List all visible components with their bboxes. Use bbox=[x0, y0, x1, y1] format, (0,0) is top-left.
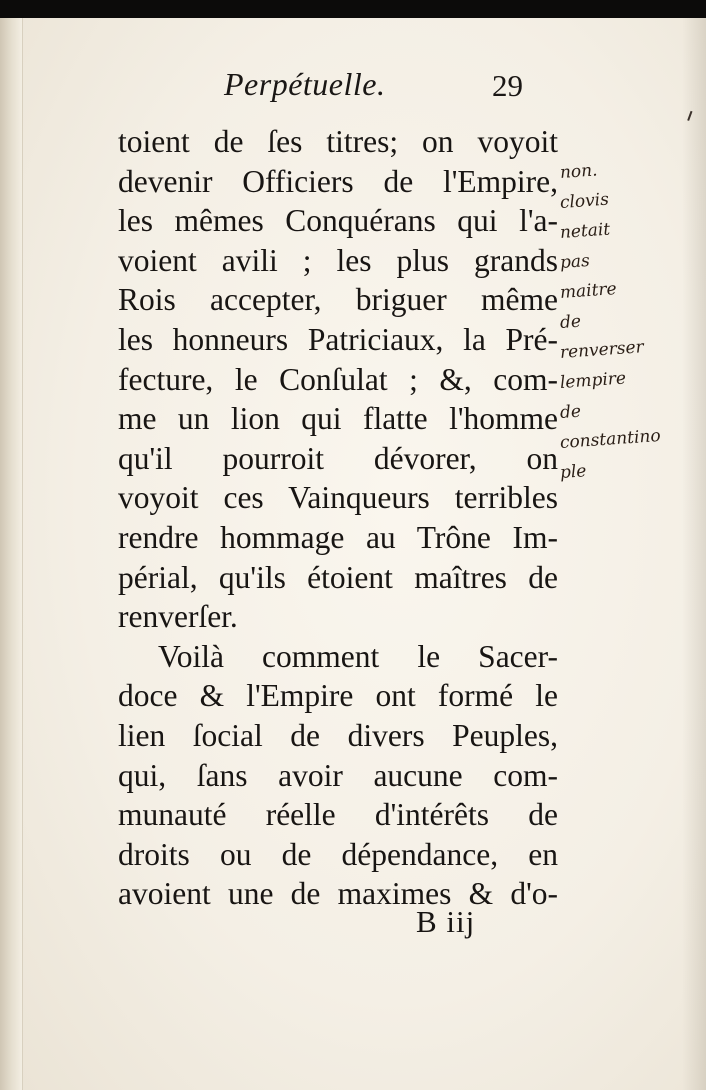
page-number: 29 bbox=[492, 68, 523, 103]
text-line: me un lion qui flatte l'homme bbox=[118, 401, 558, 437]
text-line: renverſer. bbox=[118, 599, 238, 635]
margin-note-line: de bbox=[559, 401, 582, 423]
text-line: devenir Officiers de l'Empire, bbox=[118, 163, 558, 199]
margin-note-line: maitre bbox=[559, 279, 618, 303]
text-line: Rois accepter, briguer même bbox=[118, 282, 558, 318]
text-line: périal, qu'ils étoient maîtres de bbox=[118, 559, 558, 595]
text-line: doce & l'Empire ont formé le bbox=[118, 678, 558, 714]
running-head: Perpétuelle. bbox=[224, 66, 386, 102]
margin-note-line: pas bbox=[559, 250, 591, 273]
text-line: les honneurs Patriciaux, la Pré- bbox=[118, 321, 558, 357]
page-gutter-edge bbox=[0, 18, 23, 1090]
body-text bbox=[118, 122, 558, 914]
margin-note-line: de bbox=[559, 311, 582, 333]
text-line: Voilà comment le Sacer- bbox=[158, 638, 558, 674]
margin-note-line: constantino bbox=[559, 425, 662, 453]
margin-note-line: netait bbox=[559, 219, 611, 243]
text-line: qui, ſans avoir aucune com- bbox=[118, 757, 558, 793]
text-line: les mêmes Conquérans qui l'a- bbox=[118, 203, 558, 239]
text-line: qu'il pourroit dévorer, on bbox=[118, 440, 558, 476]
text-line: fecture, le Conſulat ; &, com- bbox=[118, 361, 558, 397]
margin-note-line: lempire bbox=[559, 368, 627, 393]
text-line: lien ſocial de divers Peuples, bbox=[118, 717, 558, 753]
handwritten-margin-notes bbox=[560, 158, 700, 488]
text-line: toient de ſes titres; on voyoit bbox=[118, 124, 558, 159]
text-line: rendre hommage au Trône Im- bbox=[118, 519, 558, 555]
text-line: droits ou de dépendance, en bbox=[118, 836, 558, 872]
margin-note-line: clovis bbox=[559, 189, 610, 213]
margin-note-line: renverser bbox=[559, 337, 645, 363]
scan-top-border bbox=[0, 0, 706, 18]
signature-mark: B iij bbox=[416, 904, 476, 939]
margin-note-line: non. bbox=[559, 160, 599, 183]
text-line: voyoit ces Vainqueurs terribles bbox=[118, 480, 558, 516]
text-line: voient avili ; les plus grands bbox=[118, 242, 558, 278]
text-line: avoient une de maximes & d'o- bbox=[118, 876, 558, 912]
margin-note-line: ple bbox=[559, 461, 588, 483]
text-line: munauté réelle d'intérêts de bbox=[118, 797, 558, 833]
